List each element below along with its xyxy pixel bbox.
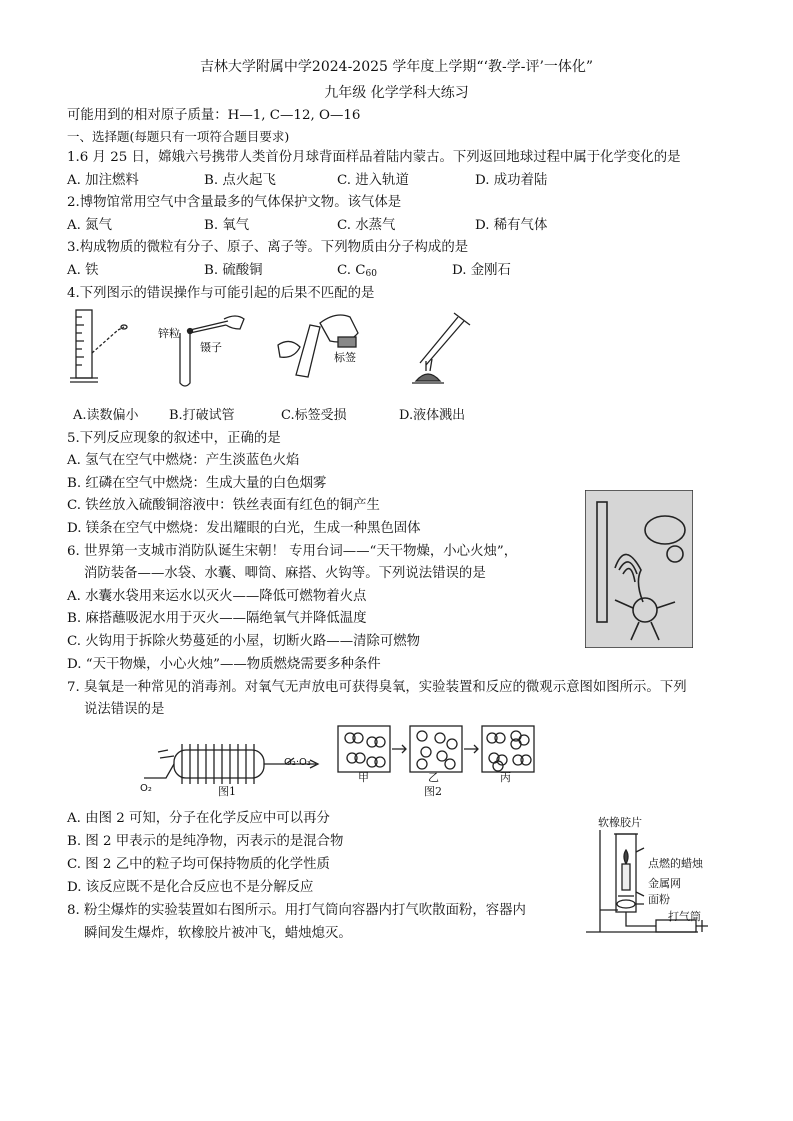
q6-option-a: A. 水囊水袋用来运水以灭火——降低可燃物着火点 [67,589,367,604]
q4-option-c: C.标签受损 [281,408,347,423]
q8-stem-2: 瞬间发生爆炸，软橡胶片被冲飞，蜡烛熄灭。 [84,926,352,941]
q6-stem-2: 消防装备——水袋、水囊、唧筒、麻搭、火钩等。下列说法错误的是 [84,566,486,581]
q6-option-c: C. 火钩用于拆除火势蔓延的小屋，切断火路——清除可燃物 [67,634,421,649]
fig2-label-jia: 甲 [358,771,369,784]
exam-subtitle: 九年级 化学学科大练习 [324,85,469,101]
q4-option-d: D.液体溅出 [399,408,466,423]
q5-option-a: A. 氢气在空气中燃烧：产生淡蓝色火焰 [67,453,300,468]
q1-option-a: A. 加注燃料 [67,173,139,188]
pouring-drawing [278,315,358,377]
q2-option-c: C. 水蒸气 [337,218,396,233]
q2-option-a: A. 氮气 [67,218,112,233]
q7-option-c: C. 图 2 乙中的粒子均可保持物质的化学性质 [67,857,330,872]
q6-figure [585,490,693,648]
q5-option-b: B. 红磷在空气中燃烧：生成大量的白色烟雾 [67,476,327,491]
tweezers-label: 镊子 [200,341,222,354]
fig1-caption: 图1 [218,785,236,798]
fig1-out-label: O₂·O₃ [284,757,311,768]
pump-label: 打气筒 [668,910,701,923]
q3-option-c: C. $C_{60}$ [337,263,377,279]
q4-figure [68,305,478,390]
fig2-caption: 图2 [424,785,442,798]
q2-option-b: B. 氧气 [204,218,250,233]
q6-stem-1: 6. 世界第一支城市消防队诞生宋朝！ 专用台词——“天干物燥，小心火烛”， [67,544,518,559]
q4-stem: 4.下列图示的错误操作与可能引起的后果不匹配的是 [67,286,375,301]
bing-molecules [487,731,531,771]
label-label: 标签 [334,351,356,364]
candle-label: 点燃的蜡烛 [648,857,703,870]
fig2-label-bing: 丙 [500,771,511,784]
q1-option-b: B. 点火起飞 [204,173,276,188]
q7-stem-1: 7. 臭氧是一种常见的消毒剂。对氧气无声放电可获得臭氧，实验装置和反应的微观示意图如图所示。下列 [67,680,687,695]
flour-label: 面粉 [648,893,670,906]
jia-molecules [345,733,385,767]
metal-mesh-label: 金属网 [648,877,681,890]
q2-option-d: D. 稀有气体 [475,218,548,233]
fig1-in-label: O₂ [140,783,152,794]
q3-option-b: B. 硫酸铜 [204,263,263,278]
q7-option-a: A. 由图 2 可知，分子在化学反应中可以再分 [67,811,330,826]
q6-option-d: D. “天干物燥，小心火烛”——物质燃烧需要多种条件 [67,657,381,672]
section-heading: 一、选择题(每题只有一项符合题目要求) [67,129,290,144]
q7-option-b: B. 图 2 甲表示的是纯净物，丙表示的是混合物 [67,834,344,849]
q2-stem: 2.博物馆常用空气中含量最多的气体保护文物。该气体是 [67,195,402,210]
q5-option-d: D. 镁条在空气中燃烧：发出耀眼的白光，生成一种黑色固体 [67,521,421,536]
q3-stem: 3.构成物质的微粒有分子、原子、离子等。下列物质由分子构成的是 [67,240,469,255]
q1-option-c: C. 进入轨道 [337,173,409,188]
q4-option-a: A.读数偏小 [73,408,139,423]
fig2-label-yi: 乙 [428,771,439,784]
q1-stem: 1.6 月 25 日，嫦娥六号携带人类首份月球背面样品着陆内蒙古。下列返回地球过程中属于化学变化的是 [67,150,681,165]
q5-stem: 5.下列反应现象的叙述中，正确的是 [67,431,281,446]
q6-option-b: B. 麻搭蘸吸泥水用于灭火——隔绝氧气并降低温度 [67,611,367,626]
granule-label: 锌粒 [158,327,180,340]
q7-stem-2: 说法错误的是 [84,702,165,717]
exam-title: 吉林大学附属中学2024-2025 学年度上学期“‘教-学-评’一体化” [199,59,594,75]
q3-option-d: D. 金刚石 [452,263,511,278]
cylinder-drawing [70,310,127,382]
q5-option-c: C. 铁丝放入硫酸铜溶液中：铁丝表面有红色的铜产生 [67,498,380,513]
yi-atoms [417,731,457,769]
q3-c60-subscript: 60 [365,269,377,279]
atomic-mass-note: 可能用到的相对原子质量：H—1, C—12, O—16 [67,108,361,123]
q3-option-a: A. 铁 [67,263,99,278]
heating-drawing [412,313,470,383]
q7-option-d: D. 该反应既不是化合反应也不是分解反应 [67,880,314,895]
q8-stem-1: 8. 粉尘爆炸的实验装置如右图所示。用打气筒向容器内打气吹散面粉，容器内 [67,903,526,918]
rubber-sheet-label: 软橡胶片 [598,816,642,829]
q4-option-b: B.打破试管 [169,408,235,423]
q1-option-d: D. 成功着陆 [475,173,548,188]
